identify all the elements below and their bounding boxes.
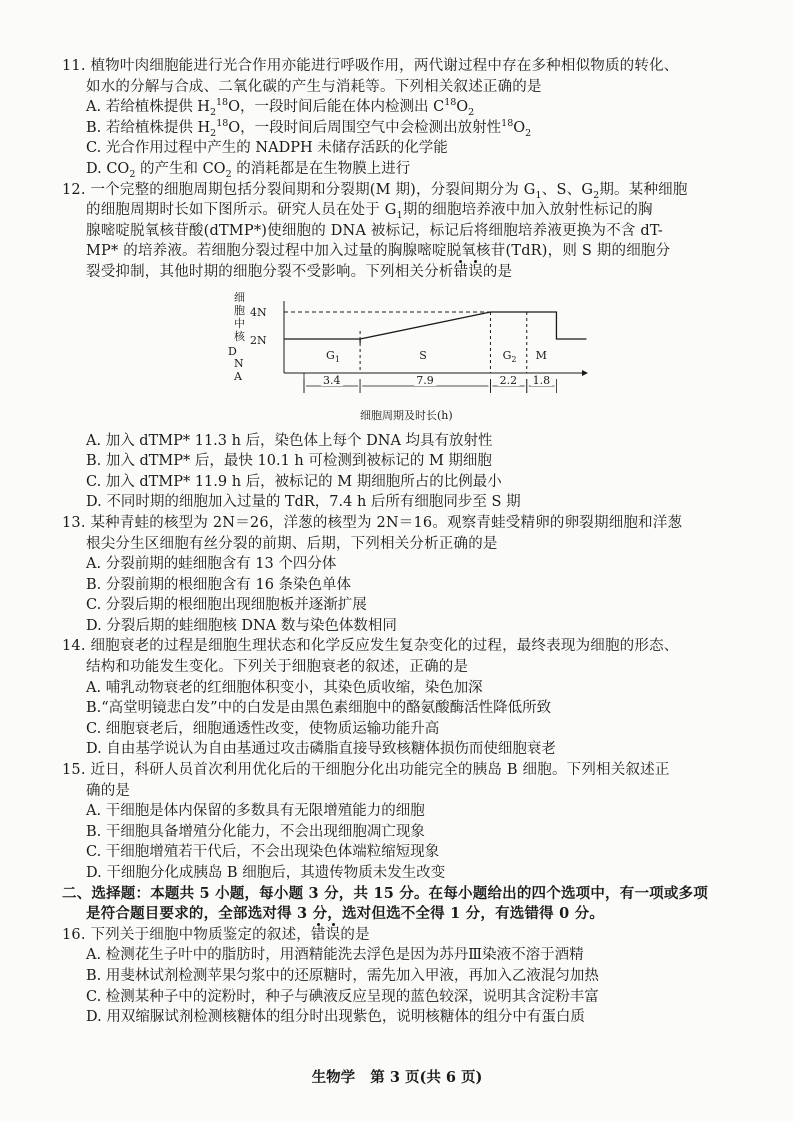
duration-label: 3.4 — [323, 373, 341, 387]
y-axis-label — [228, 291, 246, 383]
q11-option-a: A. 若给植株提供 $H_2^{18}O$，一段时间后能在体内检测出 $C^{18}O_2$ — [86, 97, 475, 119]
q13-option-d: D. 分裂后期的蛙细胞核 DNA 数与染色体数相同 — [86, 617, 397, 634]
section-2-line2: 是符合题目要求的，全部选对得 3 分，选对但选不全得 1 分，有选错得 0 分。 — [86, 905, 605, 923]
ylabel-char-4: D — [228, 344, 237, 358]
q11-stem-line1: 11. 植物叶肉细胞能进行光合作用亦能进行呼吸作用，两代谢过程中存在多种相似物质的转化、 — [62, 58, 679, 74]
duration-label: 2.2 — [499, 373, 518, 387]
q13-option-b: B. 分裂前期的根细胞含有 16 条染色单体 — [86, 576, 352, 593]
question-15 — [62, 760, 762, 884]
q13-option-c: C. 分裂后期的根细胞出现细胞板并逐渐扩展 — [86, 597, 367, 614]
q14-option-d: D. 自由基学说认为自由基通过攻击磷脂直接导致核糖体损伤而使细胞衰老 — [86, 741, 556, 758]
q12-stem-line2: 的细胞周期时长如下图所示。研究人员在处于 $G_1$期的细胞培养液中加入放射性标记的胸 — [86, 202, 653, 222]
q13-stem-line2: 根尖分生区细胞有丝分裂的前期、后期，下列相关分析正确的是 — [86, 535, 498, 552]
q11-option-d: D. $CO_2$ 的产生和 $CO_2$ 的消耗都是在生物膜上进行 — [86, 160, 411, 180]
q15-stem-line1: 15. 近日，科研人员首次利用优化后的干细胞分化出功能完全的胰岛 B 细胞。下列相关叙述正 — [62, 762, 670, 779]
x-axis-arrow — [582, 370, 588, 376]
footer-subject: 生物学 — [311, 1069, 356, 1086]
question-13 — [62, 513, 762, 637]
question-12 — [62, 180, 762, 513]
q12-option-a: A. 加入 dTMP* 11.3 h 后，染色体上每个 DNA 均具有放射性 — [86, 432, 493, 449]
section-2-header — [62, 884, 762, 925]
q15-option-b: B. 干细胞具备增殖分化能力，不会出现细胞凋亡现象 — [86, 823, 425, 840]
ytick-2n: 2N — [250, 333, 267, 347]
phase-label: M — [535, 348, 547, 362]
ylabel-char-1: 胞 — [234, 303, 245, 317]
q12-option-c: C. 加入 dTMP* 11.9 h 后，被标记的 M 期细胞所占的比例最小 — [86, 473, 502, 490]
x-axis-label: 细胞周期及时长(h) — [360, 408, 453, 422]
q14-stem-line2: 结构和功能发生变化。下列关于细胞衰老的叙述，正确的是 — [86, 659, 469, 676]
q15-option-c: C. 干细胞增殖若干代后，不会出现染色体端粒缩短现象 — [86, 844, 440, 861]
duration-label: 1.8 — [532, 373, 551, 387]
q15-option-a: A. 干细胞是体内保留的多数具有无限增殖能力的细胞 — [86, 803, 425, 820]
q12-stem-line3: 腺嘧啶脱氧核苷酸(dTMP*)使细胞的 DNA 被标记，标记后将细胞培养液更换为不含 dT- — [86, 222, 663, 239]
cell-cycle-svg — [228, 283, 592, 427]
q16-option-b: B. 用斐林试剂检测苹果匀浆中的还原糖时，需先加入甲液，再加入乙液混匀加热 — [86, 967, 599, 984]
ylabel-char-5: N — [234, 356, 244, 370]
q12-option-d: D. 不同时期的细胞加入过量的 TdR，7.4 h 后所有细胞同步至 S 期 — [86, 494, 521, 511]
q16-option-c: C. 检测某种子中的淀粉时，种子与碘液反应呈现的蓝色较深，说明其含淀粉丰富 — [86, 988, 599, 1005]
question-14 — [62, 636, 762, 760]
q13-stem-line1: 13. 某种青蛙的核型为 2N＝26，洋葱的核型为 2N＝16。观察青蛙受精卵的卵裂期细胞和洋葱 — [62, 514, 683, 531]
q11-option-c: C. 光合作用过程中产生的 NADPH 未储存活跃的化学能 — [86, 140, 448, 157]
question-11 — [62, 56, 762, 180]
page-footer — [0, 1066, 794, 1087]
cell-cycle-chart — [62, 283, 762, 431]
dna-content-line — [284, 312, 586, 343]
ylabel-char-0: 细 — [234, 290, 245, 304]
q16-stem-line1: 16. 下列关于细胞中物质鉴定的叙述，错误的是 — [62, 926, 370, 943]
ylabel-char-6: A — [234, 369, 242, 383]
ylabel-char-2: 中 — [234, 316, 245, 330]
question-16 — [62, 925, 762, 1028]
phase-label: $G_2$ — [502, 348, 517, 364]
footer-page: 第 3 页(共 6 页) — [370, 1069, 483, 1086]
ylabel-char-3: 核 — [234, 329, 245, 343]
exam-page — [62, 56, 762, 1028]
q11-option-b: B. 若给植株提供 $H_2^{18}O$，一段时间后周围空气中会检测出放射性$^{18}O_2$ — [86, 117, 532, 139]
section-2-line1: 二、选择题：本题共 5 小题，每小题 3 分，共 15 分。在每小题给出的四个选项中，有一项或多项 — [62, 884, 708, 902]
phase-label: $G_1$ — [326, 348, 340, 364]
q14-stem-line1: 14. 细胞衰老的过程是细胞生理状态和化学反应发生复杂变化的过程，最终表现为细胞的形态、 — [62, 638, 679, 655]
q14-option-a: A. 哺乳动物衰老的红细胞体积变小，其染色质收缩，染色加深 — [86, 679, 483, 696]
q12-stem-line5: 裂受抑制，其他时期的细胞分裂不受影响。下列相关分析错误的是 — [86, 263, 513, 280]
q16-option-a: A. 检测花生子叶中的脂肪时，用酒精能洗去浮色是因为苏丹Ⅲ染液不溶于酒精 — [86, 947, 584, 964]
q15-option-d: D. 干细胞分化成胰岛 B 细胞后，其遗传物质未发生改变 — [86, 865, 446, 881]
q12-option-b: B. 加入 dTMP* 后，最快 10.1 h 可检测到被标记的 M 期细胞 — [86, 453, 492, 470]
phase-label: S — [419, 348, 427, 362]
duration-label: 7.9 — [416, 373, 434, 387]
q11-stem-line2: 如水的分解与合成、二氧化碳的产生与消耗等。下列相关叙述正确的是 — [86, 78, 542, 95]
q12-stem-line4: MP* 的培养液。若细胞分裂过程中加入过量的胸腺嘧啶脱氧核苷(TdR)，则 S 期的细胞分 — [86, 243, 671, 260]
q16-option-d: D. 用双缩脲试剂检测核糖体的组分时出现紫色，说明核糖体的组分中有蛋白质 — [86, 1009, 585, 1026]
ytick-4n: 4N — [250, 305, 267, 319]
q14-option-b: B.“高堂明镜悲白发”中的白发是由黑色素细胞中的酪氨酸酶活性降低所致 — [86, 700, 552, 717]
q14-option-c: C. 细胞衰老后，细胞通透性改变，使物质运输功能升高 — [86, 720, 440, 737]
q12-stem-line1: 12. 一个完整的细胞周期包括分裂间期和分裂期(M 期)，分裂间期分为 $G_1$、S、$G_2$期。某种细胞 — [62, 181, 688, 201]
q15-stem-line2: 确的是 — [86, 782, 131, 799]
q13-option-a: A. 分裂前期的蛙细胞含有 13 个四分体 — [86, 556, 337, 573]
